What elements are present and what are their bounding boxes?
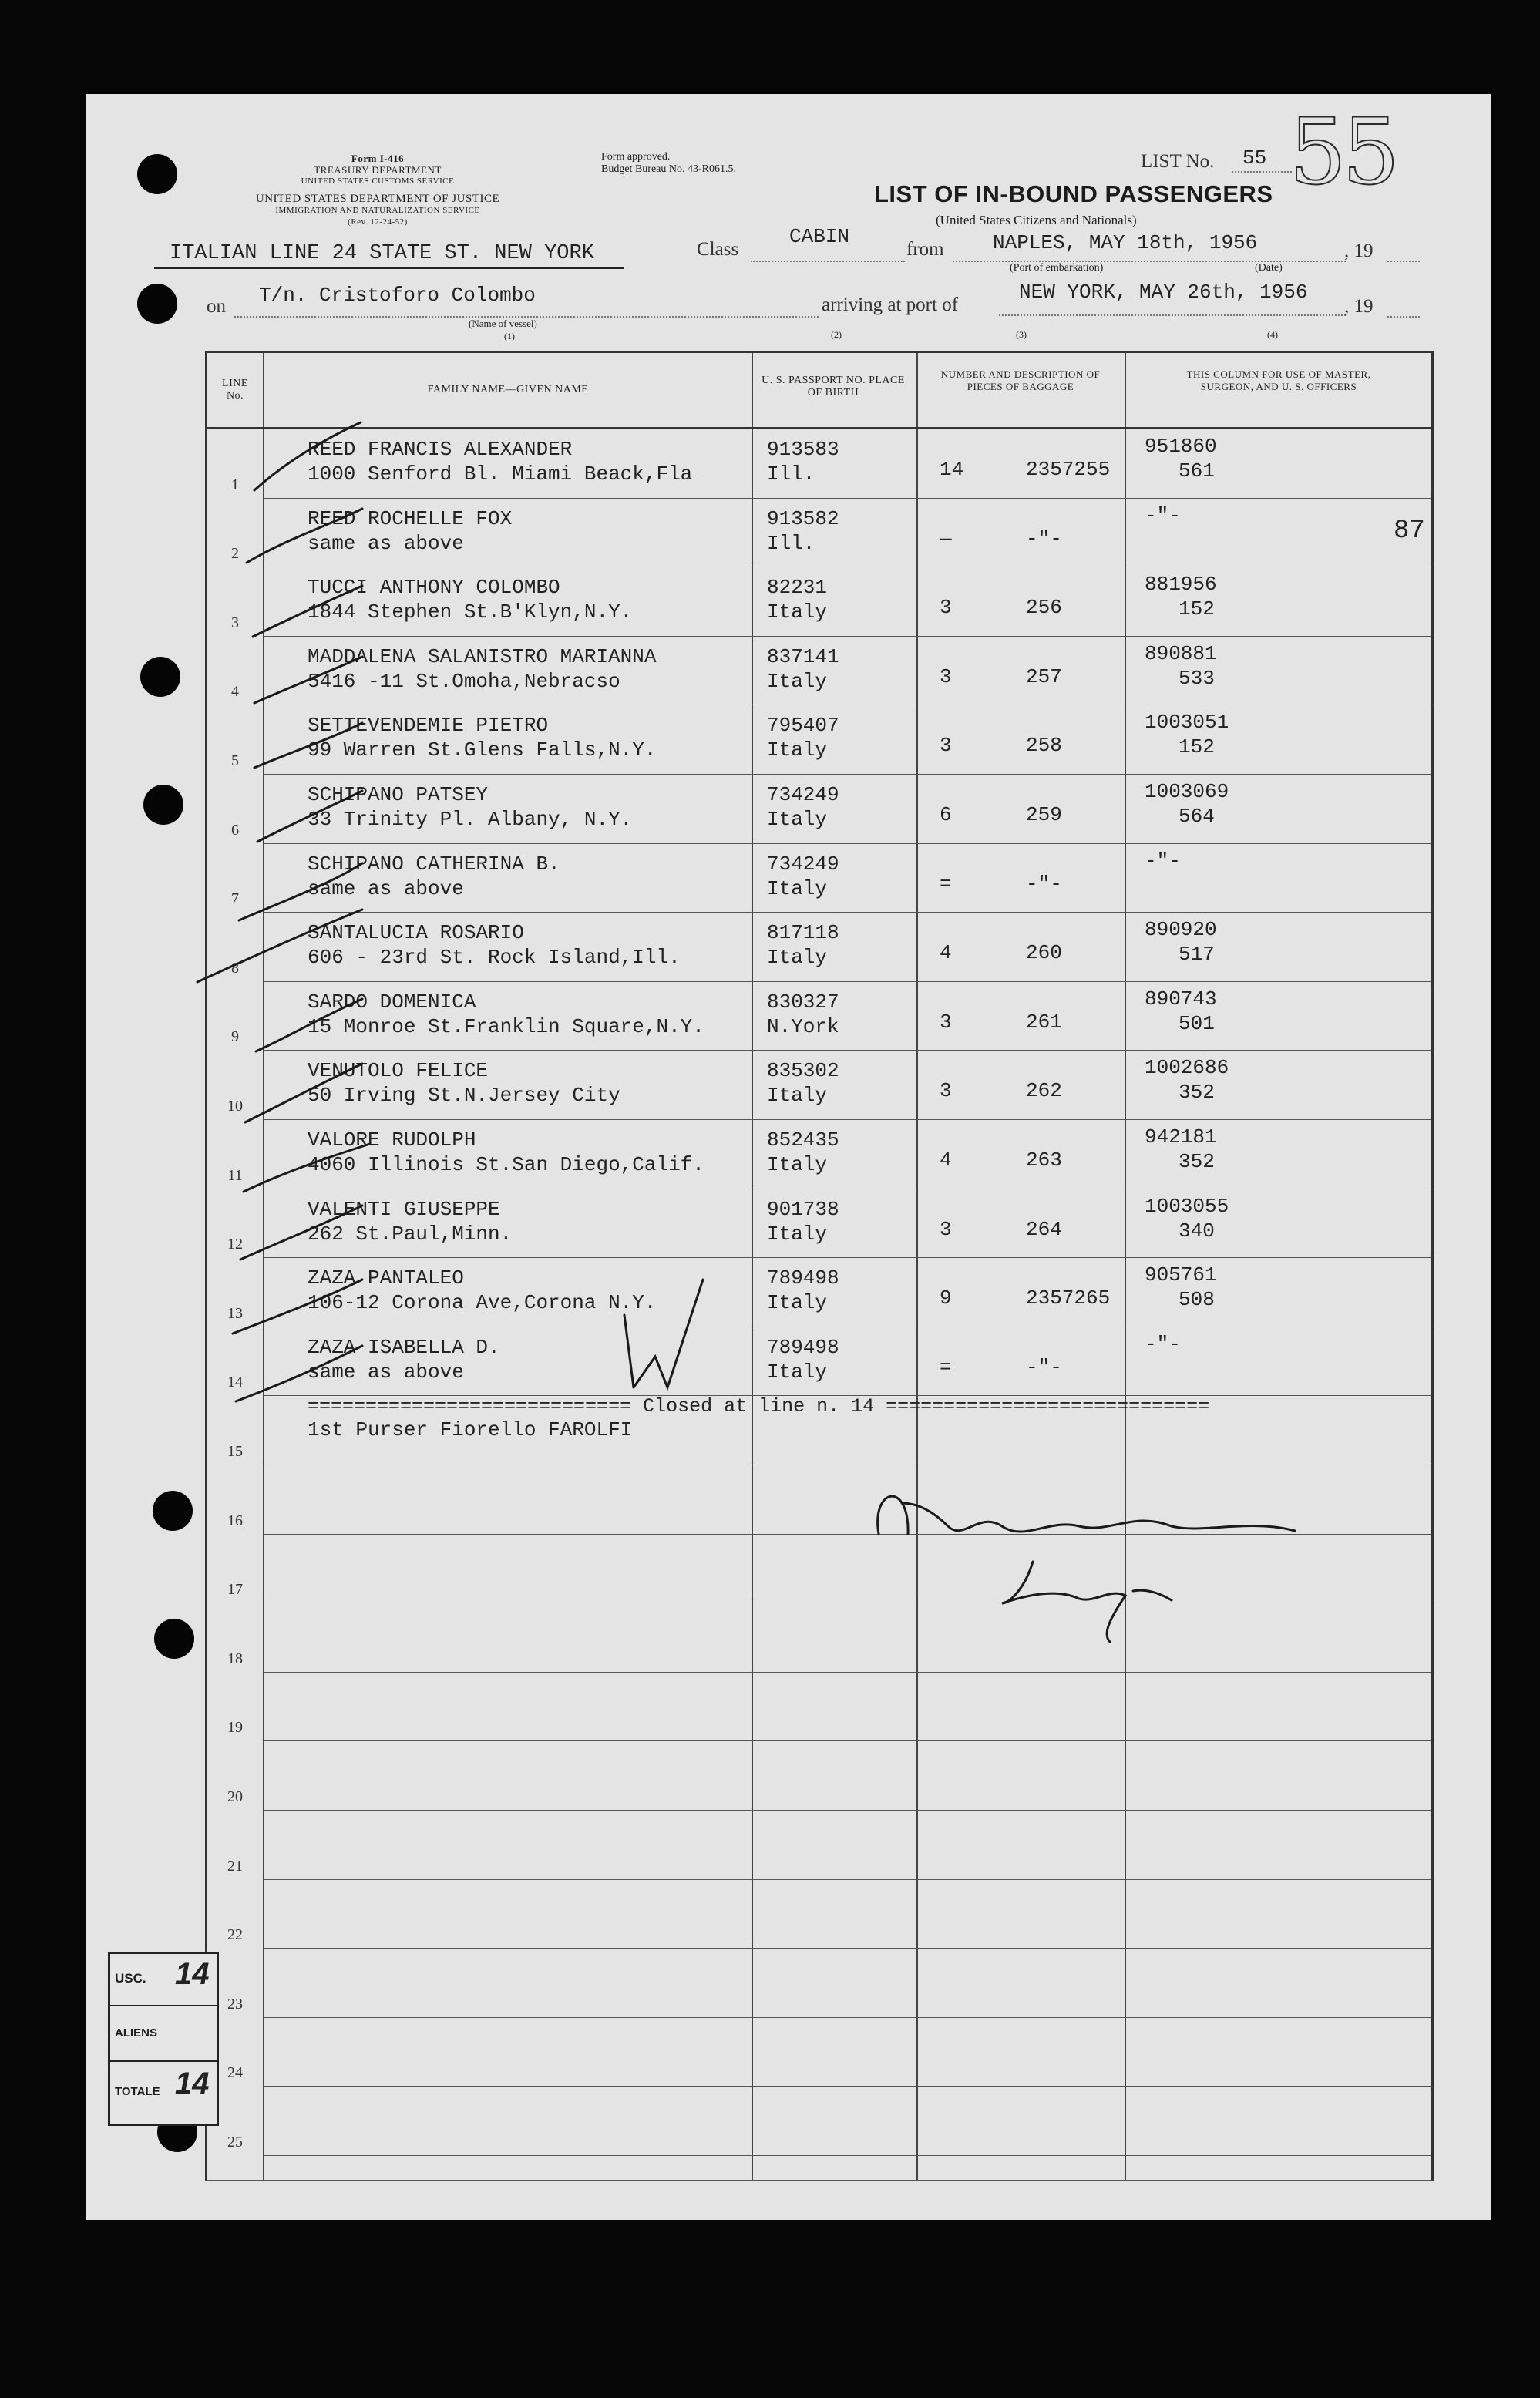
baggage-count: 9 <box>940 1286 952 1310</box>
row-rule <box>264 2086 1431 2087</box>
place-of-birth: Italy <box>767 1222 828 1246</box>
place-of-birth: Italy <box>767 600 828 624</box>
passenger-name: VALORE RUDOLPH <box>308 1128 476 1152</box>
passenger-address: 606 - 23rd St. Rock Island,Ill. <box>308 946 681 970</box>
officer-note-2: 508 <box>1179 1288 1215 1312</box>
baggage-count: 4 <box>940 1149 952 1172</box>
column-number-4: (4) <box>1267 329 1278 340</box>
baggage-count: = <box>940 872 952 896</box>
place-of-birth: Italy <box>767 669 828 693</box>
passenger-name: SETTEVENDEMIE PIETRO <box>308 714 549 738</box>
line-number: 22 <box>227 1926 243 1944</box>
from-value: NAPLES, MAY 18th, 1956 <box>993 231 1258 254</box>
passenger-address: 1000 Senford Bl. Miami Beack,Fla <box>308 462 693 486</box>
passport-number: 734249 <box>767 783 839 806</box>
officer-note-2: 561 <box>1179 459 1215 483</box>
passport-number: 830327 <box>767 990 839 1014</box>
baggage-count: 3 <box>940 664 952 688</box>
place-of-birth: Italy <box>767 1291 828 1315</box>
baggage-tags: 256 <box>1026 596 1062 620</box>
passenger-name: SANTALUCIA ROSARIO <box>308 921 524 945</box>
place-of-birth: Ill. <box>767 531 815 555</box>
officer-note-2: 564 <box>1179 805 1215 828</box>
line-number: 15 <box>227 1443 243 1460</box>
punch-hole <box>140 657 180 697</box>
row-rule <box>264 1740 1431 1741</box>
passport-number: 852435 <box>767 1128 839 1152</box>
header-line-no: LINE No. <box>222 378 248 402</box>
line-number: 11 <box>227 1166 243 1184</box>
baggage-count: 4 <box>940 941 952 965</box>
passenger-table <box>205 351 1434 2181</box>
punch-hole <box>153 1491 193 1531</box>
totale-value: 14 <box>175 2067 210 2100</box>
passenger-address: 5416 -11 St.Omoha,Nebracso <box>308 669 620 693</box>
baggage-tags: -"- <box>1026 872 1062 896</box>
baggage-tags: -"- <box>1026 1355 1062 1379</box>
row-rule <box>264 774 1431 775</box>
officer-note-1: -"- <box>1145 849 1181 873</box>
totale-label: TOTALE <box>115 2085 160 2098</box>
officer-note-2: 152 <box>1179 597 1215 621</box>
passenger-address: 50 Irving St.N.Jersey City <box>308 1084 620 1108</box>
on-label: on <box>207 296 226 317</box>
passenger-name: ZAZA PANTALEO <box>308 1266 464 1290</box>
form-revision: (Rev. 12-24-52) <box>348 217 408 227</box>
purser-name: 1st Purser Fiorello FAROLFI <box>308 1418 633 1442</box>
officer-note-1: 890881 <box>1145 641 1217 665</box>
baggage-tags: 2357255 <box>1026 458 1111 481</box>
line-number: 17 <box>227 1581 243 1599</box>
passenger-address: 1844 Stephen St.B'Klyn,N.Y. <box>308 600 633 624</box>
row-rule <box>264 1119 1431 1120</box>
line-number: 7 <box>231 890 239 908</box>
line-number: 23 <box>227 1995 243 2013</box>
ins-service: IMMIGRATION AND NATURALIZATION SERVICE <box>275 206 480 215</box>
baggage-count: 14 <box>940 458 964 481</box>
passenger-name: ZAZA ISABELLA D. <box>308 1335 500 1359</box>
place-of-birth: Italy <box>767 1153 828 1176</box>
passenger-name: SCHIPANO PATSEY <box>308 783 489 806</box>
place-of-birth: Italy <box>767 738 828 762</box>
vessel-caption: (Name of vessel) <box>469 318 537 329</box>
officer-note-1: -"- <box>1145 503 1181 527</box>
form-approval <box>601 151 736 176</box>
place-of-birth: Italy <box>767 1084 828 1108</box>
line-number: 14 <box>227 1374 243 1391</box>
justice-dept: UNITED STATES DEPARTMENT OF JUSTICE <box>255 193 500 205</box>
closed-at-line: ============================ Closed at line n. 14 ============================ <box>308 1395 1210 1418</box>
row-rule <box>264 1050 1431 1051</box>
passport-number: 837141 <box>767 644 839 668</box>
baggage-tags: 258 <box>1026 734 1062 758</box>
form-number: Form I-416 <box>351 153 405 164</box>
usc-value: 14 <box>175 1957 210 1991</box>
header-officers: THIS COLUMN FOR USE OF MASTER, SURGEON, AND U. S. OFFICERS <box>1186 368 1371 392</box>
punch-hole <box>154 1619 194 1659</box>
baggage-tags: -"- <box>1026 526 1062 550</box>
punch-hole <box>137 284 177 324</box>
line-number: 4 <box>231 683 239 701</box>
list-no-value: 55 <box>1242 146 1267 170</box>
passport-number: 734249 <box>767 852 839 876</box>
arrival-line <box>999 314 1346 316</box>
arrival-year-suffix: , 19 <box>1344 296 1374 317</box>
baggage-count: 3 <box>940 1079 952 1103</box>
place-of-birth: Italy <box>767 946 828 970</box>
row-rule <box>264 2017 1431 2018</box>
from-year-suffix: , 19 <box>1344 240 1374 261</box>
usc-label: USC. <box>115 1971 146 1986</box>
officer-note-2: 152 <box>1179 735 1215 759</box>
line-number: 9 <box>231 1028 239 1046</box>
form-header-left <box>208 153 547 228</box>
baggage-tags: 257 <box>1026 664 1062 688</box>
row-rule <box>264 843 1431 844</box>
arrival-value: NEW YORK, MAY 26th, 1956 <box>1019 281 1308 304</box>
header-passport: U. S. PASSPORT NO. PLACE OF BIRTH <box>762 375 905 399</box>
row-rule <box>264 1257 1431 1258</box>
column-number-3: (3) <box>1016 329 1027 340</box>
passenger-name: VALENTI GIUSEPPE <box>308 1197 500 1221</box>
officer-note-1: 942181 <box>1145 1125 1217 1149</box>
baggage-tags: 261 <box>1026 1010 1062 1034</box>
officer-note-1: 905761 <box>1145 1263 1217 1287</box>
passport-number: 835302 <box>767 1059 839 1083</box>
line-number: 20 <box>227 1788 243 1805</box>
col-divider <box>752 353 753 2180</box>
baggage-tags: 2357265 <box>1026 1286 1111 1310</box>
row-rule <box>264 1948 1431 1949</box>
passenger-address: 33 Trinity Pl. Albany, N.Y. <box>308 808 633 831</box>
class-line <box>751 261 905 262</box>
line-number: 12 <box>227 1236 243 1253</box>
col-divider <box>916 353 918 2180</box>
passport-number: 913583 <box>767 438 839 461</box>
usc-divider <box>110 2060 217 2062</box>
baggage-count: 3 <box>940 1217 952 1241</box>
passport-number: 913582 <box>767 506 839 530</box>
passport-number: 789498 <box>767 1335 839 1359</box>
officer-note-2: 517 <box>1179 943 1215 967</box>
baggage-tags: 260 <box>1026 941 1062 965</box>
passenger-address: 4060 Illinois St.San Diego,Calif. <box>308 1153 704 1176</box>
officer-note-1: 1003051 <box>1145 711 1229 735</box>
from-year-line <box>1387 261 1420 262</box>
budget-bureau: Budget Bureau No. 43-R061.5. <box>601 163 736 175</box>
port-embarkation-caption: (Port of embarkation) <box>1010 262 1104 274</box>
passenger-name: VENUTOLO FELICE <box>308 1059 489 1083</box>
officer-note-2: 352 <box>1179 1081 1215 1105</box>
class-label: Class <box>697 239 739 260</box>
line-number: 5 <box>231 752 239 769</box>
vessel-name: T/n. Cristoforo Colombo <box>259 284 536 307</box>
shipping-line: ITALIAN LINE 24 STATE ST. NEW YORK <box>170 242 594 265</box>
class-value: CABIN <box>789 225 850 248</box>
passenger-address: same as above <box>308 876 464 900</box>
arrival-year-line <box>1387 316 1420 318</box>
passenger-address: 15 Monroe St.Franklin Square,N.Y. <box>308 1014 704 1038</box>
baggage-tags: 259 <box>1026 803 1062 826</box>
passport-number: 817118 <box>767 921 839 945</box>
row-rule <box>264 498 1431 499</box>
officer-note-1: 1003055 <box>1145 1194 1229 1218</box>
passenger-name: TUCCI ANTHONY COLOMBO <box>308 576 560 600</box>
row-rule <box>264 912 1431 913</box>
place-of-birth: N.York <box>767 1014 839 1038</box>
officer-note-1: 1002686 <box>1145 1056 1229 1080</box>
passenger-name: MADDALENA SALANISTRO MARIANNA <box>308 644 657 668</box>
baggage-count: 3 <box>940 734 952 758</box>
line-number: 19 <box>227 1719 243 1737</box>
header-name: FAMILY NAME—GIVEN NAME <box>427 384 589 395</box>
header-rule <box>207 427 1431 429</box>
line-number: 25 <box>227 2134 243 2151</box>
officer-note-1: -"- <box>1145 1332 1181 1356</box>
place-of-birth: Italy <box>767 808 828 831</box>
passenger-address: same as above <box>308 1360 464 1384</box>
row-rule <box>264 636 1431 637</box>
list-no-line <box>1232 171 1292 173</box>
line-number: 21 <box>227 1857 243 1875</box>
line-number: 13 <box>227 1304 243 1322</box>
officer-note-1: 890920 <box>1145 918 1217 942</box>
passenger-name: REED ROCHELLE FOX <box>308 506 513 530</box>
page-annotation: 87 <box>1394 516 1425 546</box>
baggage-count: 3 <box>940 1010 952 1034</box>
place-of-birth: Ill. <box>767 462 815 486</box>
document-title: LIST OF IN-BOUND PASSENGERS <box>874 180 1273 207</box>
column-number-2: (2) <box>831 329 842 340</box>
passport-number: 82231 <box>767 576 828 600</box>
row-rule <box>264 1879 1431 1880</box>
document-subtitle: (United States Citizens and Nationals) <box>936 213 1137 227</box>
arriving-label: arriving at port of <box>822 294 959 315</box>
line-number: 18 <box>227 1650 243 1667</box>
baggage-count: = <box>940 1355 952 1379</box>
passenger-address: 99 Warren St.Glens Falls,N.Y. <box>308 738 657 762</box>
col-divider <box>1125 353 1126 2180</box>
col-divider <box>263 353 264 2180</box>
line-number: 1 <box>231 476 239 493</box>
passenger-name: SARDO DOMENICA <box>308 990 476 1014</box>
line-number: 8 <box>231 959 239 977</box>
baggage-tags: 262 <box>1026 1079 1062 1103</box>
baggage-count: — <box>940 526 952 550</box>
row-rule <box>264 1810 1431 1811</box>
line-number: 16 <box>227 1512 243 1529</box>
place-of-birth: Italy <box>767 1360 828 1384</box>
officer-note-1: 951860 <box>1145 435 1217 458</box>
passport-number: 795407 <box>767 714 839 738</box>
officer-note-1: 890743 <box>1145 987 1217 1011</box>
officer-note-2: 340 <box>1179 1219 1215 1243</box>
from-label: from <box>906 239 944 260</box>
baggage-count: 6 <box>940 803 952 826</box>
column-number-1: (1) <box>504 331 515 341</box>
line-number: 2 <box>231 545 239 563</box>
passenger-name: REED FRANCIS ALEXANDER <box>308 438 573 461</box>
date-caption: (Date) <box>1255 262 1283 274</box>
treasury-dept: TREASURY DEPARTMENT <box>314 164 442 176</box>
baggage-count: 3 <box>940 596 952 620</box>
shipping-line-underline <box>154 267 624 269</box>
passport-number: 789498 <box>767 1266 839 1290</box>
header-baggage: NUMBER AND DESCRIPTION OF PIECES OF BAGGAGE <box>940 368 1101 392</box>
officer-note-2: 533 <box>1179 666 1215 690</box>
passenger-address: same as above <box>308 531 464 555</box>
aliens-label: ALIENS <box>115 2026 158 2040</box>
passenger-name: SCHIPANO CATHERINA B. <box>308 852 560 876</box>
row-rule <box>264 981 1431 982</box>
line-number: 6 <box>231 821 239 839</box>
passenger-address: 262 St.Paul,Minn. <box>308 1222 513 1246</box>
passport-number: 901738 <box>767 1197 839 1221</box>
baggage-tags: 263 <box>1026 1149 1062 1172</box>
passenger-address: 106-12 Corona Ave,Corona N.Y. <box>308 1291 657 1315</box>
usc-divider <box>110 2005 217 2006</box>
officer-note-2: 352 <box>1179 1150 1215 1173</box>
row-rule <box>264 1672 1431 1673</box>
line-number: 24 <box>227 2064 243 2082</box>
usc-count-box <box>108 1952 219 2126</box>
officer-note-2: 501 <box>1179 1011 1215 1035</box>
line-number: 10 <box>227 1098 243 1115</box>
form-approved: Form approved. <box>601 151 671 163</box>
baggage-tags: 264 <box>1026 1217 1062 1241</box>
place-of-birth: Italy <box>767 876 828 900</box>
list-no-label: LIST No. <box>1141 151 1215 172</box>
row-rule <box>264 2155 1431 2156</box>
list-number-stamp: 55 <box>1289 99 1396 205</box>
officer-note-1: 1003069 <box>1145 780 1229 803</box>
punch-hole <box>137 154 177 194</box>
officer-note-1: 881956 <box>1145 573 1217 597</box>
customs-service: UNITED STATES CUSTOMS SERVICE <box>301 177 455 186</box>
line-number: 3 <box>231 614 239 631</box>
punch-hole <box>143 785 183 825</box>
